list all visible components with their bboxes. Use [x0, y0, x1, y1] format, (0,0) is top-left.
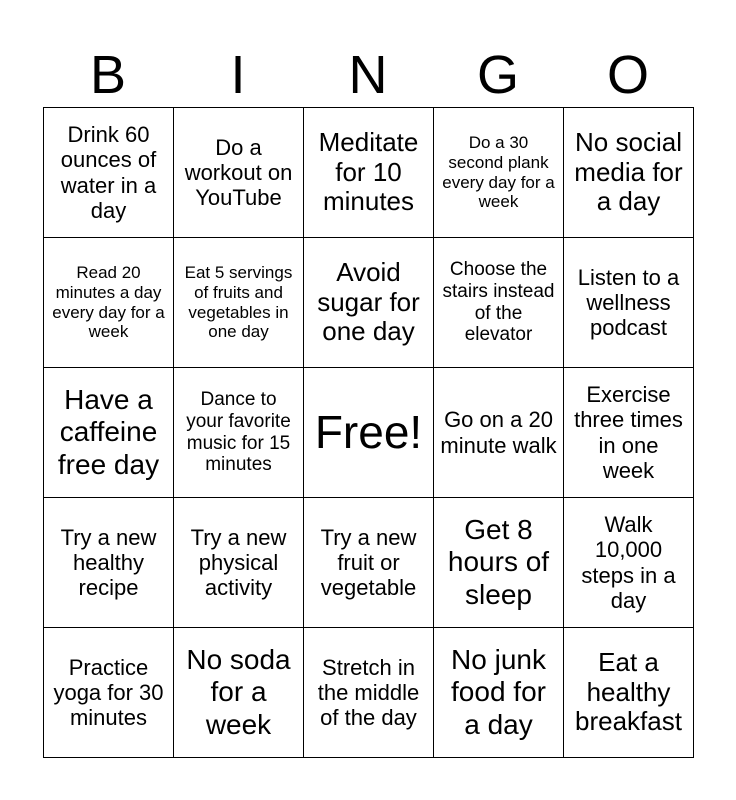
bingo-header — [43, 44, 693, 106]
bingo-square: Listen to a wellness podcast — [564, 238, 694, 368]
bingo-square: Eat a healthy breakfast — [564, 628, 694, 758]
board-row — [44, 498, 694, 628]
board-row — [44, 108, 694, 238]
free-square: Free! — [304, 368, 434, 498]
bingo-square: No junk food for a day — [434, 628, 564, 758]
bingo-square: Try a new healthy recipe — [44, 498, 174, 628]
bingo-square: Drink 60 ounces of water in a day — [44, 108, 174, 238]
bingo-square: Stretch in the middle of the day — [304, 628, 434, 758]
bingo-square: Eat 5 servings of fruits and vegetables in one day — [174, 238, 304, 368]
bingo-square: Meditate for 10 minutes — [304, 108, 434, 238]
bingo-square: Avoid sugar for one day — [304, 238, 434, 368]
bingo-square: Do a 30 second plank every day for a week — [434, 108, 564, 238]
bingo-square: Try a new fruit or vegetable — [304, 498, 434, 628]
bingo-square: Practice yoga for 30 minutes — [44, 628, 174, 758]
bingo-square: Walk 10,000 steps in a day — [564, 498, 694, 628]
bingo-square: No soda for a week — [174, 628, 304, 758]
board-row — [44, 628, 694, 758]
header-letter-b: B — [89, 45, 127, 105]
header-letter-g: G — [476, 45, 519, 105]
bingo-square: Dance to your favorite music for 15 minutes — [174, 368, 304, 498]
bingo-square: Get 8 hours of sleep — [434, 498, 564, 628]
bingo-square: No social media for a day — [564, 108, 694, 238]
board-row — [44, 368, 694, 498]
header-letter-i: I — [230, 45, 246, 105]
bingo-board — [43, 107, 694, 758]
bingo-square: Try a new physical activity — [174, 498, 304, 628]
board-row — [44, 238, 694, 368]
header-letter-n: N — [348, 45, 388, 105]
bingo-square: Read 20 minutes a day every day for a week — [44, 238, 174, 368]
bingo-square: Exercise three times in one week — [564, 368, 694, 498]
bingo-square: Go on a 20 minute walk — [434, 368, 564, 498]
bingo-square: Choose the stairs instead of the elevator — [434, 238, 564, 368]
header-letter-o: O — [606, 45, 649, 105]
bingo-square: Have a caffeine free day — [44, 368, 174, 498]
bingo-square: Do a workout on YouTube — [174, 108, 304, 238]
